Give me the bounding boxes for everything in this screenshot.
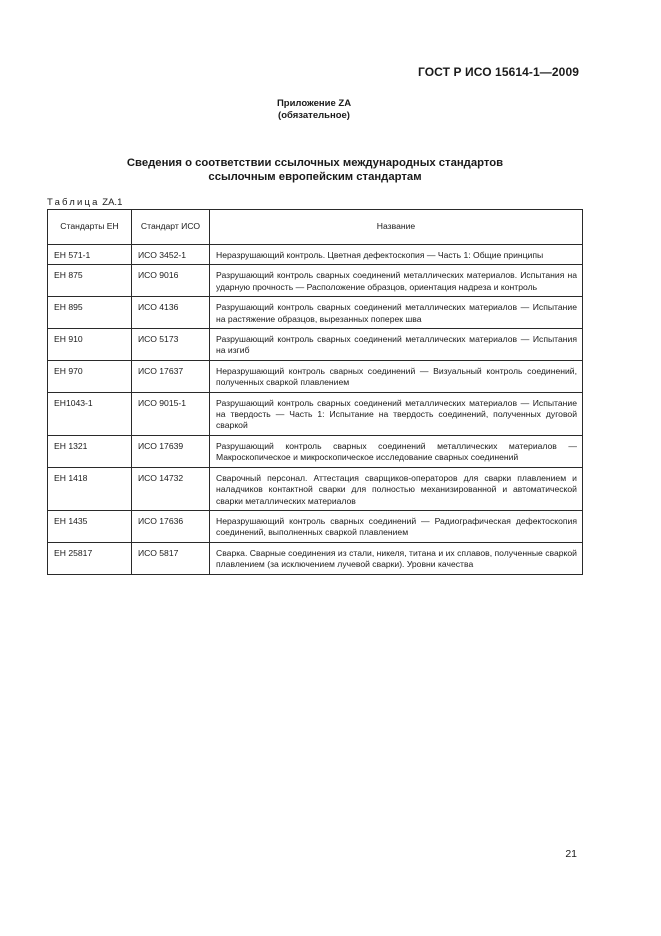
table-row xyxy=(48,510,583,542)
table-row xyxy=(48,265,583,297)
table-row xyxy=(48,392,583,435)
en-standard-cell: ЕН 970 xyxy=(48,360,132,392)
en-standard-cell: ЕН 895 xyxy=(48,297,132,329)
table-row xyxy=(48,467,583,510)
table-row xyxy=(48,435,583,467)
column-header-name: Название xyxy=(210,210,583,245)
en-standard-cell: ЕН 910 xyxy=(48,329,132,361)
en-standard-cell: ЕН1043-1 xyxy=(48,392,132,435)
standard-title-cell: Разрушающий контроль сварных соединений металлических материалов — Испытания на изгиб xyxy=(210,329,583,361)
table-row xyxy=(48,360,583,392)
standard-title-cell: Разрушающий контроль сварных соединений металлических материалов. Испытания на ударную прочность — Расположение образцов, ориентация надреза и контроль xyxy=(210,265,583,297)
standard-title-cell: Разрушающий контроль сварных соединений металлических материалов — Испытание на твердость — Часть 1: Испытание на твердость соединений, полученных дуговой сваркой xyxy=(210,392,583,435)
iso-standard-cell: ИСО 3452-1 xyxy=(132,245,210,265)
en-standard-cell: ЕН 1435 xyxy=(48,510,132,542)
table-row xyxy=(48,329,583,361)
column-header-en: Стандарты ЕН xyxy=(48,210,132,245)
standard-title-cell: Разрушающий контроль сварных соединений металлических материалов — Макроскопическое и микроскопическое исследование сварных соединений xyxy=(210,435,583,467)
en-standard-cell: ЕН 1321 xyxy=(48,435,132,467)
annex-heading xyxy=(0,98,628,122)
standards-table xyxy=(47,209,583,575)
column-header-iso: Стандарт ИСО xyxy=(132,210,210,245)
standard-title-cell: Разрушающий контроль сварных соединений металлических материалов — Испытание на растяжение образцов, вырезанных поперек шва xyxy=(210,297,583,329)
table-header-row xyxy=(48,210,583,245)
document-title-line-1: Сведения о соответствии ссылочных международных стандартов xyxy=(126,157,504,169)
iso-standard-cell: ИСО 17637 xyxy=(132,360,210,392)
en-standard-cell: ЕН 875 xyxy=(48,265,132,297)
iso-standard-cell: ИСО 9015-1 xyxy=(132,392,210,435)
document-title xyxy=(0,156,630,184)
table-row xyxy=(48,542,583,574)
en-standard-cell: ЕН 25817 xyxy=(48,542,132,574)
iso-standard-cell: ИСО 4136 xyxy=(132,297,210,329)
iso-standard-cell: ИСО 17636 xyxy=(132,510,210,542)
iso-standard-cell: ИСО 9016 xyxy=(132,265,210,297)
table-row xyxy=(48,245,583,265)
standard-title-cell: Неразрушающий контроль. Цветная дефектоскопия — Часть 1: Общие принципы xyxy=(210,245,583,265)
standard-title-cell: Сварка. Сварные соединения из стали, никеля, титана и их сплавов, полученные сваркой плавлением (за исключением лучевой сварки). Уровни качества xyxy=(210,542,583,574)
en-standard-cell: ЕН 1418 xyxy=(48,467,132,510)
table-body xyxy=(48,245,583,575)
document-code: ГОСТ Р ИСО 15614-1—2009 xyxy=(417,65,579,79)
table-caption-word: Таблица xyxy=(47,197,100,208)
standard-title-cell: Неразрушающий контроль сварных соединений — Визуальный контроль соединений, полученных сваркой плавлением xyxy=(210,360,583,392)
en-standard-cell: ЕН 571-1 xyxy=(48,245,132,265)
annex-title: Приложение ZA xyxy=(276,98,352,109)
iso-standard-cell: ИСО 14732 xyxy=(132,467,210,510)
page-number: 21 xyxy=(565,848,577,860)
annex-status: (обязательное) xyxy=(278,110,350,121)
standard-title-cell: Неразрушающий контроль сварных соединений — Радиографическая дефектоскопия соединений, выполненных сваркой плавлением xyxy=(210,510,583,542)
table-caption-id: ZA.1 xyxy=(102,197,123,208)
iso-standard-cell: ИСО 17639 xyxy=(132,435,210,467)
iso-standard-cell: ИСО 5817 xyxy=(132,542,210,574)
table-row xyxy=(48,297,583,329)
standard-title-cell: Сварочный персонал. Аттестация сварщиков-операторов для сварки плавлением и наладчиков контактной сварки для полностью механизированной и автоматической сварки металлических материалов xyxy=(210,467,583,510)
document-title-line-2: ссылочным европейским стандартам xyxy=(208,171,422,183)
table-caption xyxy=(47,197,122,208)
iso-standard-cell: ИСО 5173 xyxy=(132,329,210,361)
